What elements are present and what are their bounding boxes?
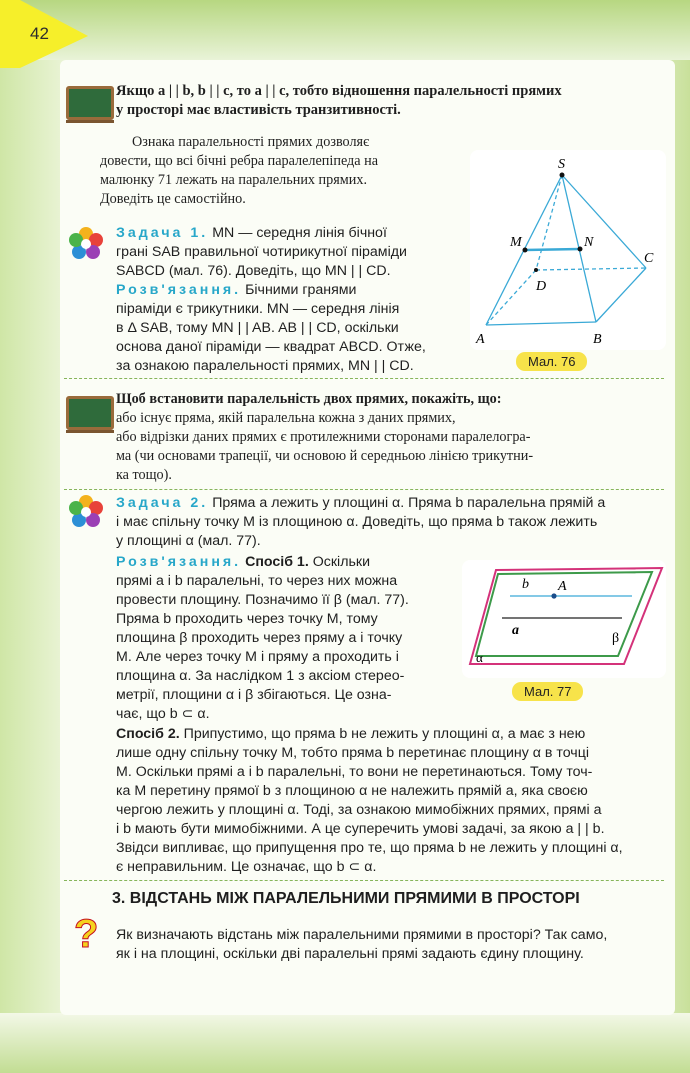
section-3-title: 3. ВІДСТАНЬ МІЖ ПАРАЛЕЛЬНИМИ ПРЯМИМИ В ПРОСТОРІ bbox=[112, 890, 580, 907]
fig76-label-b: B bbox=[593, 332, 602, 347]
rule1-line2: у просторі має властивість транзитивності. bbox=[116, 102, 401, 118]
task2-method1-line-7: площина α. За наслідком 1 з аксіом стерео- bbox=[116, 668, 405, 684]
divider bbox=[64, 378, 664, 379]
task2-method1-line-4: Пряма b проходить через точку M, тому bbox=[116, 611, 378, 627]
fig76-label-d: D bbox=[536, 279, 547, 294]
task2-method2-label: Спосіб 2. bbox=[116, 726, 180, 742]
task2-method1-line-5: площина β проходить через пряму a і точку bbox=[116, 630, 403, 646]
fig76-label-a: A bbox=[476, 332, 485, 347]
fig77-label-b: b bbox=[522, 577, 529, 592]
fig76-label-m: M bbox=[510, 235, 522, 250]
intro-line-1: Ознака паралельності прямих дозволяє bbox=[132, 134, 370, 150]
fig77-label-a-point: A bbox=[558, 579, 567, 594]
task1-solution-line-2: піраміди є трикутники. MN — середня лінія bbox=[116, 301, 400, 317]
task1-line-1: MN — середня лінія бічної bbox=[212, 225, 387, 241]
chalkboard-icon bbox=[66, 396, 114, 430]
task2-method2-line-8: є неправильним. Це означає, що b ⊂ α. bbox=[116, 859, 377, 875]
page-top-band bbox=[0, 0, 690, 60]
task2-method2-line-4: ка M перетину прямої b з площиною α не належить прямій a, яка своєю bbox=[116, 783, 588, 799]
task2-method1-line-2: прямі a і b паралельні, то через них можна bbox=[116, 573, 398, 589]
divider bbox=[64, 880, 664, 881]
rule2-line-2: або існує пряма, якій паралельна кожна з даних прямих, bbox=[116, 410, 456, 426]
task1-label: Задача 1. bbox=[116, 225, 209, 241]
fig76-label-c: C bbox=[644, 251, 654, 266]
task2-method2-line-2: лише одну спільну точку M, тобто пряма b перетинає площину α в точці bbox=[116, 745, 589, 761]
fig76-label-s: S bbox=[558, 157, 565, 172]
task2-method2-line-3: M. Оскільки прямі a і b паралельні, то вони не перетинаються. Тому точ- bbox=[116, 764, 593, 780]
figure-76-caption: Мал. 76 bbox=[516, 352, 587, 371]
rule2-line-4: ма (чи основами трапеції, чи основою й середньою лінією трикутни- bbox=[116, 448, 534, 464]
task2-method2-line-1: Припустимо, що пряма b не лежить у площині α, а має з нею bbox=[183, 726, 586, 742]
task1-solution-line-4: основа даної піраміди — квадрат ABCD. Отже, bbox=[116, 339, 426, 355]
rule2-line-3: або відрізки даних прямих є протилежними сторонами паралелогра- bbox=[116, 429, 531, 445]
figure-77-caption: Мал. 77 bbox=[512, 682, 583, 701]
fig77-label-a-line: a bbox=[512, 623, 519, 638]
task1-solution-line-3: в Δ SAB, тому MN | | AB. AB | | CD, оскільки bbox=[116, 320, 399, 336]
rule2-line-1: Щоб встановити паралельність двох прямих, покажіть, що: bbox=[116, 391, 502, 407]
question-mark-icon: ? bbox=[74, 912, 99, 956]
flower-icon bbox=[68, 494, 104, 530]
task2-line-1: Пряма a лежить у площині α. Пряма b паралельна прямій a bbox=[212, 495, 606, 511]
task2-label: Задача 2. bbox=[116, 495, 209, 511]
rule2-line-5: ка тощо). bbox=[116, 467, 172, 483]
intro-line-3: малюнку 71 лежать на паралельних прямих. bbox=[100, 172, 367, 188]
task1-solution-label: Розв'язання. bbox=[116, 282, 242, 298]
fig76-label-n: N bbox=[584, 235, 594, 250]
chalkboard-icon bbox=[66, 86, 114, 120]
rule1-line1: Якщо a | | b, b | | c, то a | | c, тобто відношення паралельності прямих bbox=[116, 83, 562, 99]
task2-method1-line-9: чає, що b ⊂ α. bbox=[116, 706, 210, 722]
task2-solution-label: Розв'язання. bbox=[116, 554, 242, 570]
figure-76-pyramid bbox=[470, 150, 666, 350]
task1-solution-line-1: Бічними гранями bbox=[245, 282, 357, 298]
page-bottom-band bbox=[0, 1013, 690, 1073]
task2-method2-line-6: і b мають бути мимобіжними. А це суперечить умові задачі, за якою a | | b. bbox=[116, 821, 605, 837]
task2-line-3: у площині α (мал. 77). bbox=[116, 533, 261, 549]
page-number: 42 bbox=[30, 24, 49, 43]
divider bbox=[64, 489, 664, 490]
task2-line-2: і має спільну точку M із площиною α. Доведіть, що пряма b також лежить bbox=[116, 514, 598, 530]
task2-method1-line-3: провести площину. Позначимо її β (мал. 77). bbox=[116, 592, 409, 608]
task1-solution-line-5: за ознакою паралельності прямих, MN | | CD. bbox=[116, 358, 414, 374]
task2-method2-line-5: чергою лежить у площині α. Тоді, за ознакою мимобіжних прямих, прямі a bbox=[116, 802, 602, 818]
section-3-line-2: як і на площині, оскільки дві паралельні прямі задають єдину площину. bbox=[116, 946, 584, 962]
fig77-label-alpha: α bbox=[476, 650, 483, 665]
fig77-label-beta: β bbox=[612, 631, 620, 646]
task1-line-2: грані SAB правильної чотирикутної піраміди bbox=[116, 244, 407, 260]
flower-icon bbox=[68, 226, 104, 262]
intro-line-4: Доведіть це самостійно. bbox=[100, 191, 246, 207]
figure-77-planes bbox=[462, 560, 666, 678]
task2-method1-label: Спосіб 1. bbox=[245, 554, 309, 570]
task2-method2-line-7: Звідси випливає, що припущення про те, що пряма b не лежить у площині α, bbox=[116, 840, 623, 856]
task1-line-3: SABCD (мал. 76). Доведіть, що MN | | CD. bbox=[116, 263, 391, 279]
section-3-line-1: Як визначають відстань між паралельними прямими в просторі? Так само, bbox=[116, 927, 608, 943]
task2-method1-line-8: метрії, площини α і β збігаються. Це озна- bbox=[116, 687, 392, 703]
task2-method1-line-6: M. Але через точку M і пряму a проходить і bbox=[116, 649, 399, 665]
task2-method1-line-1: Оскільки bbox=[312, 554, 371, 570]
intro-line-2: довести, що всі бічні ребра паралелепіпеда на bbox=[100, 153, 379, 169]
